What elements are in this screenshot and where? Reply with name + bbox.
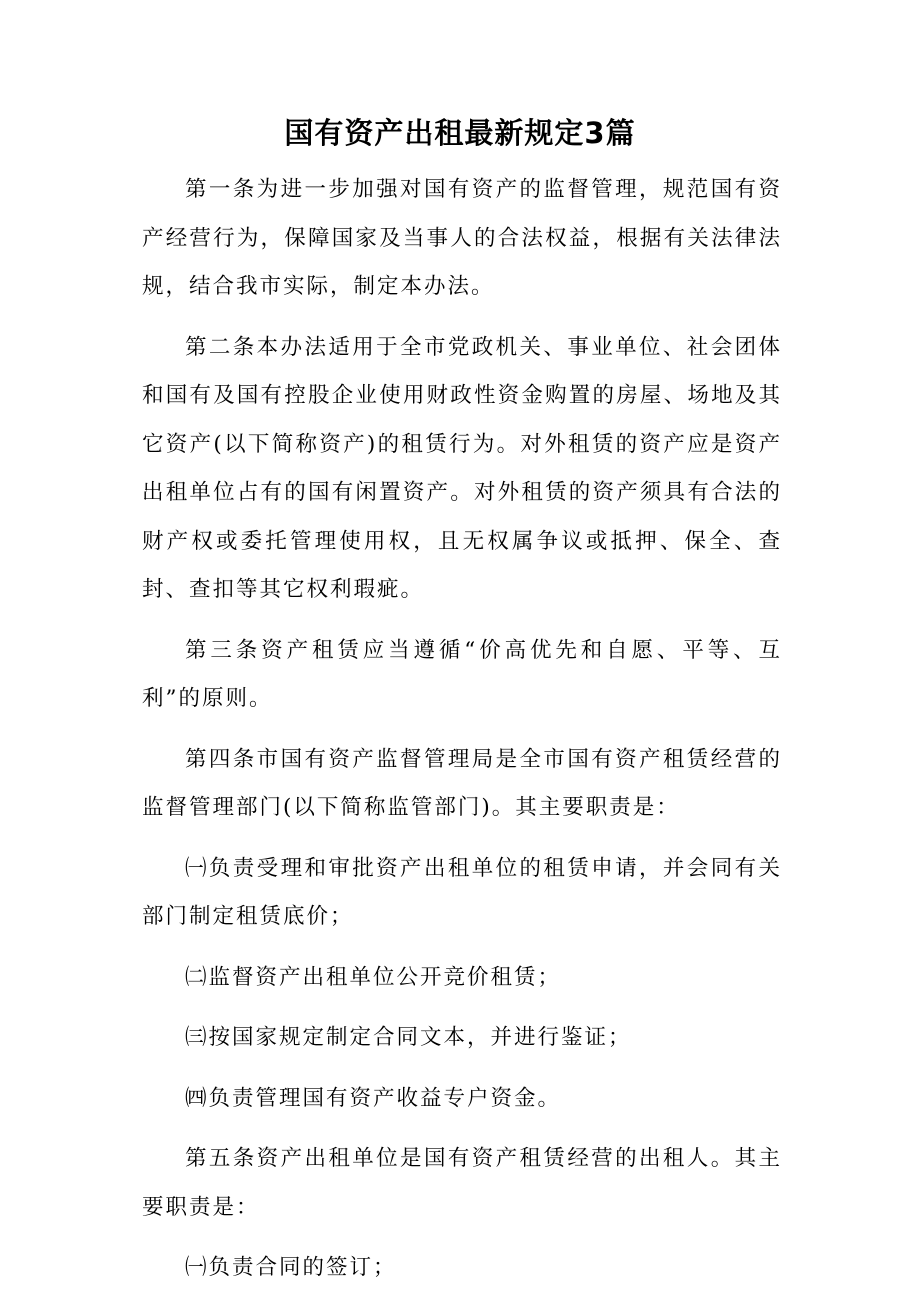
paragraph-article-2: 第二条本办法适用于全市党政机关、事业单位、社会团体和国有及国有控股企业使用财政性资金购置的房屋、场地及其它资产(以下简称资产)的租赁行为。对外租赁的资产应是资产出租单位占有的国有闲置资产。对外租赁的资产须具有合法的财产权或委托管理使用权，且无权属争议或抵押、保全、查封、查扣等其它权利瑕疵。: [142, 334, 782, 602]
paragraph-article-4-item-3: ㈢按国家规定制定合同文本，并进行鉴证；: [185, 1025, 632, 1050]
paragraph-article-4-item-2: ㈡监督资产出租单位公开竞价租赁；: [185, 964, 562, 990]
paragraph-article-5: 第五条资产出租单位是国有资产租赁经营的出租人。其主要职责是：: [142, 1146, 782, 1220]
paragraph-article-5-item-1: ㈠负责合同的签订；: [185, 1255, 397, 1280]
paragraph-article-3: 第三条资产租赁应当遵循“价高优先和自愿、平等、互利”的原则。: [142, 637, 782, 711]
paragraph-article-4: 第四条市国有资产监督管理局是全市国有资产租赁经营的监督管理部门(以下简称监管部门)。其主要职责是：: [142, 746, 782, 820]
document-title: 国有资产出租最新规定3篇: [284, 116, 636, 150]
paragraph-article-1: 第一条为进一步加强对国有资产的监督管理，规范国有资产经营行为，保障国家及当事人的合法权益，根据有关法律法规，结合我市实际，制定本办法。: [142, 177, 782, 299]
paragraph-article-4-item-1: ㈠负责受理和审批资产出租单位的租赁申请，并会同有关部门制定租赁底价；: [142, 855, 782, 929]
document-body: [142, 166, 782, 1305]
paragraph-article-4-item-4: ㈣负责管理国有资产收益专户资金。: [185, 1085, 562, 1111]
